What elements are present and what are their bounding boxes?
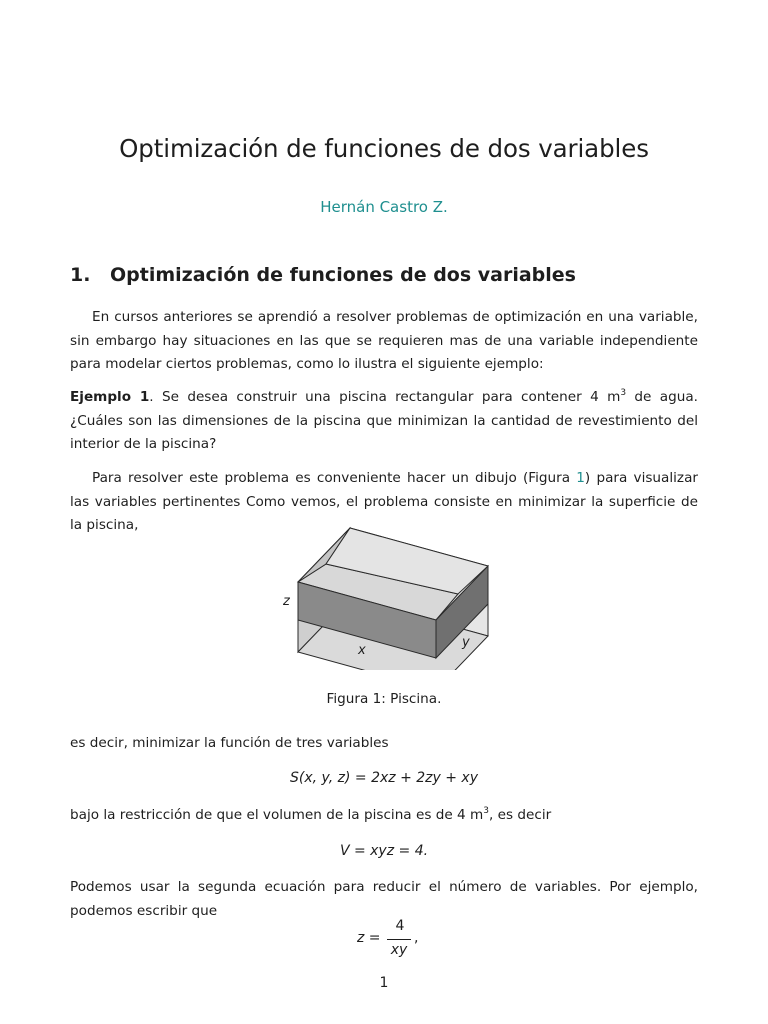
function-intro-paragraph: es decir, minimizar la función de tres variables (70, 735, 389, 751)
figure-intro-after: ) para visualizar las variables pertinentes Como vemos, el problema consiste en minimizar la superficie de la piscina, (70, 470, 698, 533)
example-label: Ejemplo 1 (70, 389, 150, 405)
fraction-trailing-comma: , (414, 930, 419, 946)
equation-surface: S(x, y, z) = 2xz + 2zy + xy (290, 770, 478, 786)
page-number: 1 (379, 975, 389, 991)
figure-caption: Figura 1: Piscina. (326, 691, 442, 707)
reduction-paragraph: Podemos usar la segunda ecuación para reducir el número de variables. Por ejemplo, podemos escribir que (70, 879, 698, 919)
document-title: Optimización de funciones de dos variables (119, 134, 649, 163)
fraction-denominator: xy (390, 942, 408, 958)
constraint-paragraph (70, 804, 698, 828)
label-x: x (358, 643, 366, 658)
equation-volume: V = xyz = 4. (339, 843, 429, 859)
intro-paragraph: En cursos anteriores se aprendió a resolver problemas de optimización en una variable, sin embargo hay situaciones en las que se requieren mas de una variable independiente para modelar ciertos problemas, como lo ilustra el siguiente ejemplo: (70, 309, 698, 372)
fraction-numerator: 4 (395, 918, 405, 934)
constraint-superscript: 3 (483, 806, 489, 816)
author-name: Hernán Castro Z. (320, 198, 448, 216)
example-text-after: de agua. ¿Cuáles son las dimensiones de la piscina que minimizan la cantidad de revestimiento del interior de la piscina? (70, 389, 698, 452)
example-text-before: . Se desea construir una piscina rectangular para contener 4 m (149, 389, 621, 405)
fraction-bar (387, 939, 411, 940)
label-z: z (283, 594, 290, 609)
fraction-lhs: z = (357, 930, 381, 946)
section-heading (70, 264, 710, 286)
label-y: y (462, 635, 470, 650)
constraint-before: bajo la restricción de que el volumen de la piscina es de 4 m (70, 807, 484, 823)
section-title: Optimización de funciones de dos variables (110, 264, 576, 286)
equation-z-fraction (0, 918, 768, 962)
figure-reference-link[interactable]: 1 (576, 470, 585, 486)
example-superscript: 3 (620, 388, 627, 398)
figure-intro-before: Para resolver este problema es conveniente hacer un dibujo (Figura (92, 470, 577, 486)
constraint-after: , es decir (488, 807, 552, 823)
section-number: 1. (70, 264, 91, 286)
pool-figure (270, 520, 510, 670)
example-paragraph (70, 386, 698, 457)
